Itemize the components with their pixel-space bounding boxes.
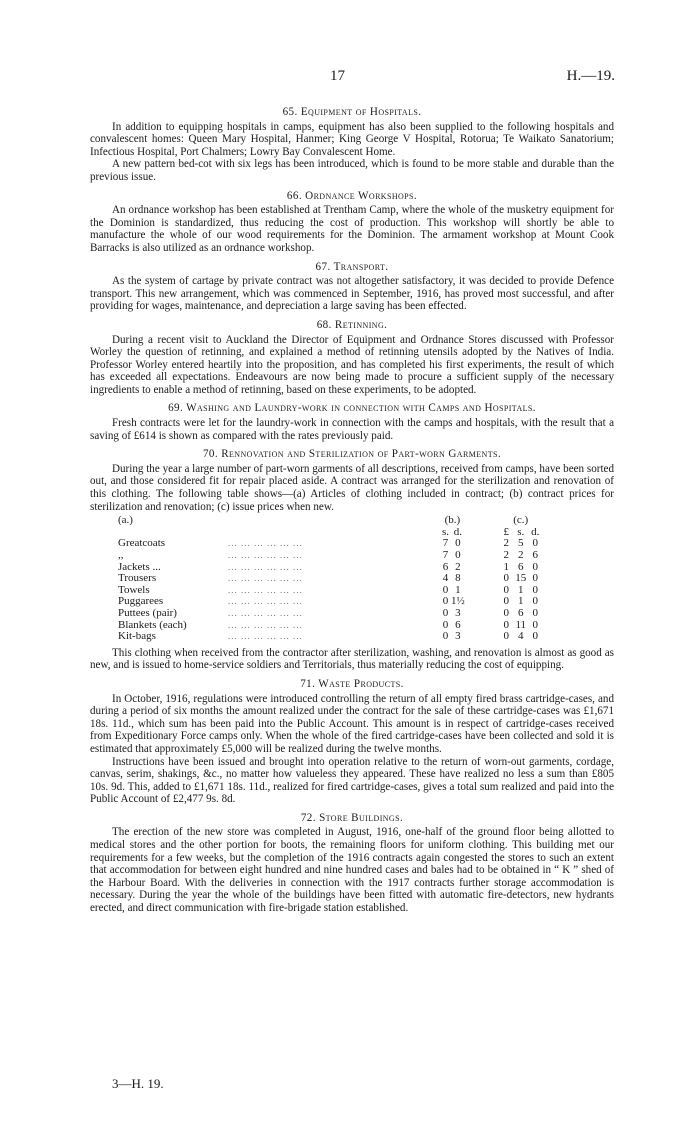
unit-label: d. bbox=[531, 525, 540, 538]
price-c-pence: 0 bbox=[532, 595, 538, 608]
paragraph: Instructions have been issued and brought into operation relative to the return of worn-out garments, cordage, canvas, serim, shakings, &c., no matter how valueless they appeared. These have realized no less a sum than £805 10s. 9d. This, added to £1,671 18s. 11d., realized for fired cartridge-cases, gives a total sum realized and paid into the Public Account of £2,477 9s. 8d. bbox=[90, 755, 614, 806]
price-c-pounds: 0 bbox=[503, 630, 509, 643]
section-heading: 69. Washing and Laundry-work in connection with Camps and Hospitals. bbox=[168, 402, 536, 415]
item-name: ,, bbox=[118, 549, 124, 561]
leader-dots: ... ... ... ... ... ... bbox=[228, 596, 303, 607]
table-row bbox=[90, 550, 541, 562]
unit-label: £ bbox=[503, 525, 509, 538]
price-c-shillings: 2 bbox=[518, 549, 524, 561]
paragraph: As the system of cartage by private contract was not altogether satisfactory, it was decided to provide Defence transport. This new arrangement, which was commenced in September, 1916, has proved most successful, and after providing for wages, maintenance, and depreciation a large saving has been effected. bbox=[90, 275, 614, 313]
section bbox=[90, 812, 614, 915]
price-c-pence: 0 bbox=[532, 537, 538, 550]
section-heading: 68. Retinning. bbox=[316, 318, 388, 331]
paragraph: The erection of the new store was completed in August, 1916, one-half of the ground floor being allotted to medical stores and the other portion for boots, the remaining floors for uniform clothing. This building met our requirements for a few weeks, but the completion of the 1916 contracts again congested the stores to such an extent that accommodation for between eight hundred and nine hundred cases and bales had to be obtained in “ K ” shed of the Harbour Board. With the deliveries in connection with the 1917 contracts further storage accommodation is necessary. During the year the whole of the buildings have been fitted with automatic fire-detectors, new hydrants erected, and direct communication with fire-brigade station established. bbox=[90, 826, 614, 915]
price-c-shillings: 4 bbox=[518, 630, 524, 643]
price-c-pence: 0 bbox=[532, 583, 538, 596]
price-c-shillings: 15 bbox=[515, 572, 527, 585]
paragraph: During the year a large number of part-worn garments of all descriptions, received from camps, have been sorted out, and those considered fit for repair placed aside. A contract was arranged for the sterilization and renovation of this clothing. The following table shows—(a) Articles of clothing included in contract; (b) contract prices for sterilization and renovation; (c) issue prices when new. bbox=[90, 462, 614, 513]
price-c-shillings: 1 bbox=[518, 595, 524, 608]
leader-dots: ... ... ... ... ... ... bbox=[228, 538, 303, 549]
item-name: Jackets ... bbox=[118, 560, 161, 573]
price-b-shillings: 0 bbox=[442, 583, 449, 596]
table-row bbox=[90, 573, 541, 585]
price-c-pence: 0 bbox=[532, 572, 538, 585]
price-b-pence: 1 bbox=[455, 583, 461, 596]
leader-dots: ... ... ... ... ... ... bbox=[228, 550, 303, 560]
section-heading: 71. Waste Products. bbox=[300, 677, 404, 690]
price-c-pounds: 0 bbox=[503, 606, 509, 619]
page-number: 17 bbox=[330, 68, 345, 84]
price-c-shillings: 6 bbox=[518, 606, 524, 619]
paragraph: Fresh contracts were let for the laundry-work in connection with the camps and hospitals, with the result that a saving of £614 is shown as compared with the rates previously paid. bbox=[90, 417, 614, 442]
price-b-pence: 0 bbox=[455, 537, 461, 550]
price-b-pence: 6 bbox=[455, 618, 461, 631]
price-c-pounds: 0 bbox=[503, 618, 509, 631]
price-b-shillings: 0 bbox=[442, 630, 449, 643]
item-name: Kit-bags bbox=[118, 630, 156, 643]
price-b-pence: 3 bbox=[455, 630, 461, 643]
paragraph: In October, 1916, regulations were introduced controlling the return of all empty fired brass cartridge-cases, and during a period of six months the amount realized under the contract for the sale of these cartridge-cases was £1,671 18s. 11d., which sum has been paid into the Public Account. This amount is in respect of cartridge-cases received from Expeditionary Force camps only. When the whole of the fired cartridge-cases have been collected and sold it is estimated that approximately £5,000 will be realized during the twelve months. bbox=[90, 692, 614, 755]
price-b-pence: 8 bbox=[455, 572, 461, 585]
table-row bbox=[90, 608, 541, 620]
section bbox=[90, 190, 614, 255]
section-heading: 65. Equipment of Hospitals. bbox=[282, 106, 422, 118]
leader-dots: ... ... ... ... ... ... bbox=[228, 573, 303, 584]
paragraph: During a recent visit to Auckland the Director of Equipment and Ordnance Stores discussed with Professor Worley the question of retinning, and explained a method of retinning utensils adopted by the Natives of India. Professor Worley entered heartily into the proposition, and has completed his first experiments, the result of which has exceeded all expectations. Endeavours are now being made to procure a sufficient supply of the necessary ingredients to enable a method of retinning, based on these experiments, to be adopted. bbox=[90, 333, 614, 396]
price-c-shillings: 6 bbox=[518, 560, 524, 573]
section bbox=[90, 319, 614, 397]
section-heading: 66. Ordnance Workshops. bbox=[286, 189, 418, 202]
item-name: Greatcoats bbox=[118, 537, 166, 550]
price-b-shillings: 7 bbox=[442, 537, 449, 550]
price-c-pence: 0 bbox=[532, 606, 538, 619]
section-70 bbox=[90, 448, 614, 672]
price-b-shillings: 0 bbox=[442, 618, 449, 631]
page-body bbox=[90, 100, 614, 915]
price-c-pounds: 2 bbox=[503, 537, 509, 550]
table-row bbox=[90, 538, 541, 550]
column-c-header: (c.) bbox=[513, 514, 529, 527]
price-c-pounds: 0 bbox=[503, 572, 509, 585]
paragraph: In addition to equipping hospitals in camps, equipment has also been supplied to the following hospitals and convalescent homes: Queen Mary Hospital, Hanmer; King George V Hospital, Rotorua; Te Waikato Sanatorium; Infectious Hospital, Port Chalmers; Lowry Bay Convalescent Home. bbox=[90, 120, 614, 158]
price-c-pence: 0 bbox=[532, 630, 538, 643]
leader-dots: ... ... ... ... ... ... bbox=[228, 561, 303, 572]
leader-dots: ... ... ... ... ... ... bbox=[228, 584, 303, 595]
signature-mark: 3—H. 19. bbox=[112, 1076, 164, 1091]
price-c-pounds: 0 bbox=[503, 595, 509, 608]
price-b-pence: 1½ bbox=[451, 595, 465, 608]
section bbox=[90, 678, 614, 806]
document-code: H.—19. bbox=[566, 68, 615, 84]
price-c-pence: 0 bbox=[532, 560, 538, 573]
column-b-header: (b.) bbox=[444, 514, 461, 527]
item-name: Blankets (each) bbox=[118, 618, 187, 631]
price-c-pounds: 2 bbox=[503, 549, 509, 561]
section bbox=[90, 402, 614, 442]
section-heading: 67. Transport. bbox=[315, 260, 389, 273]
paragraph: This clothing when received from the contractor after sterilization, washing, and renovation is almost as good as new, and is issued to home-service soldiers and Territorials, thus materially reducing the cost of equipping. bbox=[90, 646, 614, 672]
section bbox=[90, 261, 614, 313]
price-b-pence: 2 bbox=[455, 560, 461, 573]
table-row bbox=[90, 562, 541, 574]
section bbox=[90, 106, 614, 184]
price-b-shillings: 0 bbox=[442, 606, 449, 619]
price-b-shillings: 7 bbox=[442, 549, 449, 561]
item-name: Puttees (pair) bbox=[118, 606, 177, 619]
price-table bbox=[90, 515, 541, 643]
price-c-pounds: 1 bbox=[503, 560, 509, 573]
column-a-header: (a.) bbox=[118, 514, 133, 527]
leader-dots: ... ... ... ... ... ... bbox=[228, 631, 303, 642]
item-name: Trousers bbox=[118, 572, 157, 585]
table-row bbox=[90, 631, 541, 643]
price-c-shillings: 5 bbox=[518, 537, 524, 550]
paragraph: A new pattern bed-cot with six legs has been introduced, which is found to be more stable and durable than the previous issue. bbox=[90, 158, 614, 183]
page-header bbox=[0, 68, 700, 88]
price-b-shillings: 6 bbox=[442, 560, 449, 573]
section-heading: 72. Store Buildings. bbox=[300, 811, 404, 824]
table-header-row bbox=[90, 515, 541, 527]
unit-label: d. bbox=[453, 525, 462, 538]
price-c-pounds: 0 bbox=[503, 583, 509, 596]
unit-label: s. bbox=[441, 525, 450, 538]
unit-label: s. bbox=[517, 525, 525, 538]
price-c-pence: 0 bbox=[532, 618, 538, 631]
price-c-shillings: 1 bbox=[518, 583, 524, 596]
table-row bbox=[90, 620, 541, 632]
item-name: Puggarees bbox=[118, 595, 164, 608]
price-c-shillings: 11 bbox=[515, 618, 527, 631]
price-b-shillings: 4 bbox=[442, 572, 449, 585]
leader-dots: ... ... ... ... ... ... bbox=[228, 619, 303, 630]
paragraph: An ordnance workshop has been established at Trentham Camp, where the whole of the musketry equipment for the Dominion is standardized, thus reducing the cost of production. This workshop will shortly be able to manufacture the whole of our wood requirements for the Dominion. The armament workshop at Mount Cook Barracks is also utilized as an ordnance workshop. bbox=[90, 204, 614, 254]
price-b-shillings: 0 bbox=[442, 595, 449, 608]
price-c-pence: 6 bbox=[532, 549, 538, 561]
price-b-pence: 3 bbox=[455, 606, 461, 619]
leader-dots: ... ... ... ... ... ... bbox=[228, 607, 303, 618]
price-b-pence: 0 bbox=[455, 549, 461, 561]
item-name: Towels bbox=[118, 583, 150, 596]
section-heading: 70. Rennovation and Sterilization of Part-worn Garments. bbox=[202, 448, 502, 461]
